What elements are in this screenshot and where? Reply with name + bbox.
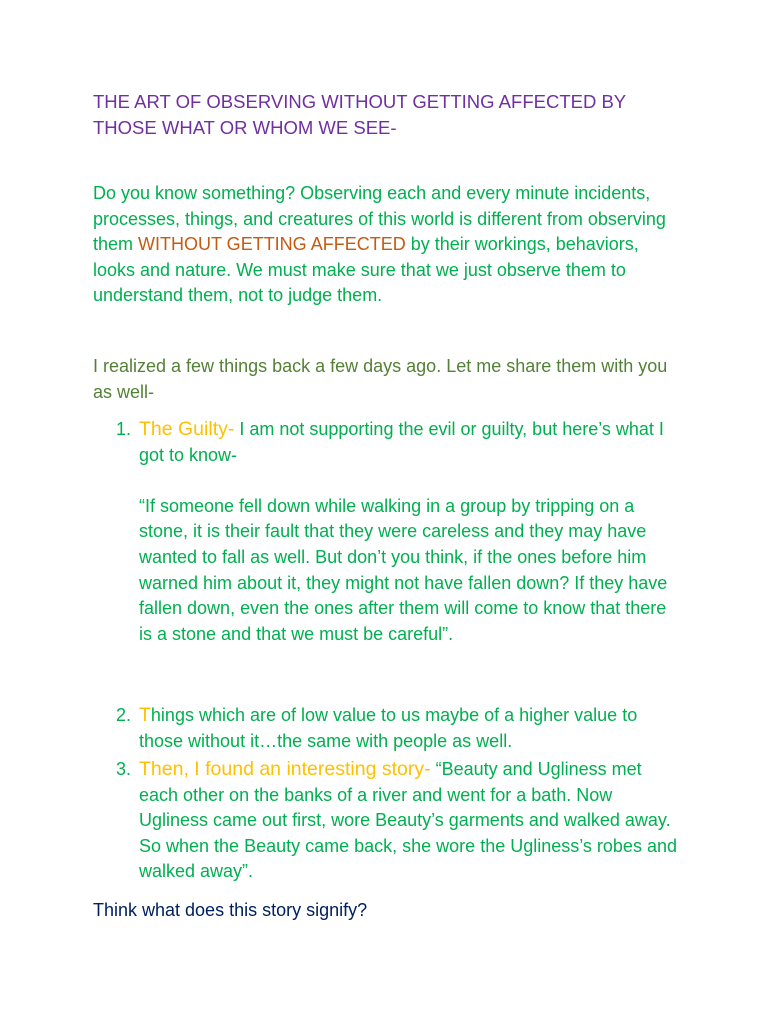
list-item-body: [139, 757, 679, 885]
list-item-body: [139, 417, 679, 647]
list-number: 1.: [116, 419, 132, 439]
lead-paragraph: I realized a few things back a few days ago. Let me share them with you as well-: [93, 356, 668, 402]
list-item-text: “Beauty and Ugliness met each other on the banks of a river and went for a bath. Now Ugliness came out first, wore Beauty’s garments and walked away. So when the Beauty came back, she wore the Ugliness’s robes and walked away”.: [139, 759, 677, 882]
intro-highlight: WITHOUT GETTING AFFECTED: [138, 234, 406, 255]
intro-text-end: by their workings, behaviors, looks and nature. We must make sure that we just observe them to understand them, not to judge them.: [93, 234, 639, 306]
list-item-body: [139, 703, 679, 754]
list-number: 3.: [116, 759, 132, 779]
document-title: THE ART OF OBSERVING WITHOUT GETTING AFFECTED BY THOSE WHAT OR WHOM WE SEE-: [93, 91, 626, 138]
list-item-heading: Then, I found an interesting story-: [139, 758, 431, 780]
list-number: 2.: [116, 705, 132, 725]
list-item-heading: The Guilty-: [139, 418, 235, 440]
intro-text-start: Do you know something? Observing each and every minute incidents, processes, things, and creatures of this world is different from observing them: [93, 183, 666, 255]
closing-question: Think what does this story signify?: [93, 900, 368, 920]
list-item-text: I am not supporting the evil or guilty, but here’s what I got to know-: [139, 419, 664, 465]
list-item-text: hings which are of low value to us maybe of a higher value to those without it…the same with people as well.: [139, 705, 638, 751]
list-item-heading: T: [139, 704, 151, 726]
intro-paragraph: [93, 181, 683, 309]
list-item-quote: “If someone fell down while walking in a group by tripping on a stone, it is their fault that they were careless and they may have wanted to fall as well. But don’t you think, if the ones before him warned him about it, they might not have fallen down? If they have fallen down, even the ones after them will come to know that there is a stone and that we must be careful”.: [139, 495, 668, 644]
